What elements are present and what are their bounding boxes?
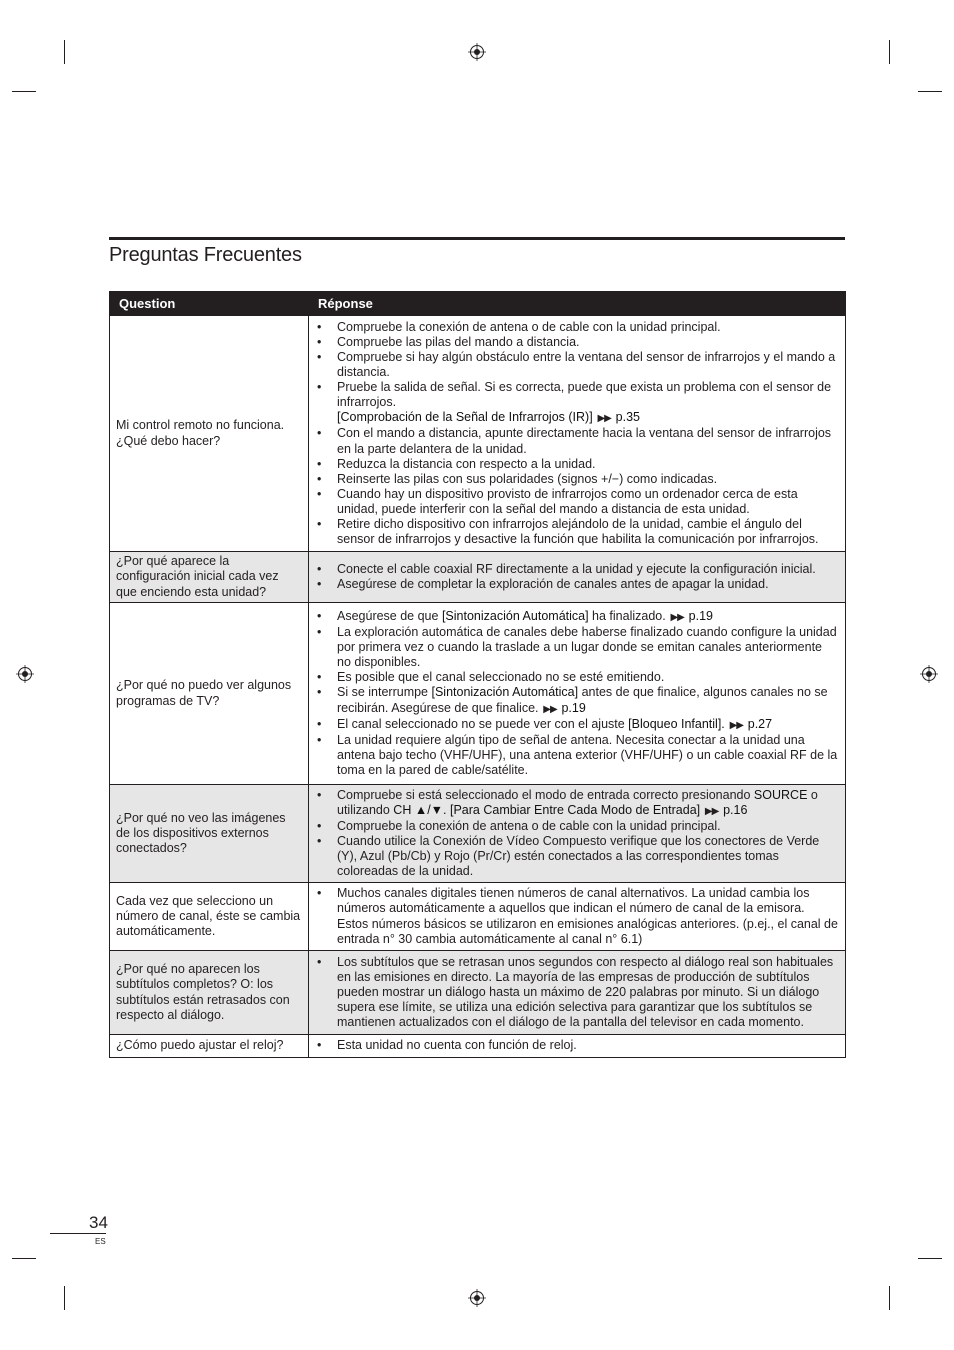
page-arrow-icon: ▶▶ [597,413,611,425]
answer-text: Pruebe la salida de señal. Si es correcta, puede que exista un problema con el sensor de infrarrojos. [337,380,832,410]
answer-item [309,350,845,380]
reference-label: [Sintonización Automática] [441,608,589,623]
page-reference: p.35 [615,410,640,425]
answer-item [309,517,845,547]
answer-item [309,670,845,685]
table-row [110,552,846,603]
answer-text: Cuando hay un dispositivo provisto de infrarrojos como un ordenador cerca de esta unidad, puede interferir con la señal del mando a distancia de esta unidad. [337,486,798,516]
page-title: Preguntas Frecuentes [109,244,302,266]
table-header-row [110,292,846,316]
answer-list [309,562,845,592]
answer-cell [309,785,846,883]
page-arrow-icon: ▶▶ [670,611,684,623]
reference-label: [Sintonización Automática] [431,685,579,700]
answer-item [309,1038,845,1053]
page-reference: p.19 [561,700,586,715]
answer-text: Asegúrese de completar la exploración de canales antes de apagar la unidad. [337,577,769,591]
question-cell: ¿Por qué no aparecen los subtítulos completos? O: los subtítulos están retrasados con respecto al diálogo. [110,951,309,1035]
registration-mark-icon [920,665,938,683]
answer-text: Si se interrumpe [337,685,432,700]
answer-item [309,487,845,517]
page-reference: p.27 [747,716,773,731]
answer-item [309,320,845,335]
registration-mark-icon [16,665,34,683]
page-number: 34 [89,1213,108,1232]
answer-text: Retire dicho dispositivo con infrarrojos alejándolo de la unidad, cambie el ángulo del sensor de infrarrojos y desactive la función que habilita la comunicación por infrarrojos. [337,517,819,547]
table-row [110,785,846,883]
answer-text: La unidad requiere algún tipo de señal de antena. Necesita conectar a la unidad una antena bajo techo (VHF/UHF), una antena exterior (VHF/UHF) o un cable coaxial RF de la toma en la pared de cable/satélite. [337,732,838,777]
answer-text: Compruebe la conexión de antena o de cable con la unidad principal. [337,818,721,833]
answer-text: Asegúrese de que [337,608,442,623]
answer-text: La exploración automática de canales debe haberse finalizado cuando configure la unidad por primera vez o cuando la traslade a un lugar donde se emitan canales anteriormente no disponibles. [337,625,837,670]
answer-item [309,577,845,592]
page-number-rule [50,1233,106,1234]
answer-list [309,1038,845,1053]
answer-text: Reinserte las pilas con sus polaridades (signos +/−) como indicadas. [337,471,718,486]
column-header-answer: Réponse [309,292,846,316]
answer-list [309,609,845,778]
registration-mark-icon [468,43,486,61]
reference-label: CH ▲/▼. [Para Cambiar Entre Cada Modo de Entrada] [393,802,701,817]
answer-item [309,609,845,625]
answer-text: Compruebe las pilas del mando a distancia. [337,334,580,349]
page-arrow-icon: ▶▶ [729,719,743,731]
answer-item [309,457,845,472]
answer-item [309,717,845,733]
answer-text: Compruebe si hay algún obstáculo entre la ventana del sensor de infrarrojos y el mando a distancia. [337,349,836,380]
answer-list [309,320,845,547]
answer-cell [309,1035,846,1058]
answer-item [309,733,845,778]
table-row [110,316,846,552]
crop-mark [918,1258,942,1259]
answer-text: Cuando utilice la Conexión de Vídeo Compuesto verifique que los conectores de Verde (Y), Azul (Pb/Cb) y Rojo (Pr/Cr) estén conectados a las correspondientes tomas coloreadas de la unidad. [337,834,820,879]
table-row [110,951,846,1035]
page-reference: p.19 [688,608,714,623]
answer-item [309,955,845,1030]
faq-body [110,316,846,1058]
answer-text: Los subtítulos que se retrasan unos segundos con respecto al diálogo real son habituales en las emisiones en directo. La mayoría de las empresas de producción de subtítulos pueden mostrar un diálogo hasta un máximo de 220 palabras por minuto. Si un diálogo supera ese límite, se utiliza una edición selectiva para garantizar que los subtítulos se mantienen actualizados con el diálogo de la pantalla del televisor en cada momento. [337,954,834,1030]
crop-mark [12,91,36,92]
question-cell: ¿Por qué no puedo ver algunos programas de TV? [110,603,309,785]
answer-text: o utilizando [337,787,818,817]
answer-item [309,685,845,716]
crop-mark [12,1258,36,1259]
answer-item [309,410,845,426]
crop-mark [64,40,65,64]
answer-text: Esta unidad no cuenta con función de reloj. [337,1038,577,1053]
table-row [110,883,846,951]
answer-text: Con el mando a distancia, apunte directamente hacia la ventana del sensor de infrarrojos en la parte delantera de la unidad. [337,426,832,456]
answer-item [309,834,845,879]
faq-table [109,291,846,1058]
answer-text: Compruebe si está seleccionado el modo de entrada correcto presionando [337,787,754,802]
answer-text: Muchos canales digitales tienen números de canal alternativos. La unidad cambia los números automáticamente a aquellos que indican el número de canal de la emisora. Estos números básicos se utilizaron en emisiones analógicas anteriores. (p.ej., el canal de entrada n° 30 cambia automáticamente al canal n° 6.1) [337,886,838,946]
answer-item [309,819,845,834]
answer-list [309,788,845,880]
question-cell: Cada vez que selecciono un número de canal, éste se cambia automáticamente. [110,883,309,951]
answer-text: ha finalizado. [588,608,670,623]
answer-cell [309,316,846,552]
answer-text: Reduzca la distancia con respecto a la unidad. [337,456,596,471]
question-cell: Mi control remoto no funciona. ¿Qué debo hacer? [110,316,309,552]
reference-label: [Bloqueo Infantil]. [628,716,725,731]
page-arrow-icon: ▶▶ [704,805,719,817]
language-code: ES [95,1237,106,1246]
crop-mark [64,1286,65,1310]
answer-text: Es posible que el canal seleccionado no se esté emitiendo. [337,670,665,685]
answer-list [309,886,845,946]
question-cell: ¿Cómo puedo ajustar el reloj? [110,1035,309,1058]
answer-cell [309,951,846,1035]
answer-text: antes de que finalice, algunos canales no se recibirán. Asegúrese de que finalice. [337,685,828,715]
answer-item [309,562,845,577]
answer-item [309,426,845,456]
answer-item [309,335,845,350]
reference-label: [Comprobación de la Señal de Infrarrojos (IR)] [337,410,593,425]
answer-text: Compruebe la conexión de antena o de cable con la unidad principal. [337,319,721,334]
column-header-question: Question [110,292,309,316]
answer-item [309,472,845,487]
reference-label: SOURCE [753,787,808,802]
answer-text: El canal seleccionado no se puede ver con el ajuste [337,716,629,731]
answer-item [309,788,845,819]
page-reference: p.16 [723,802,748,817]
answer-item [309,380,845,410]
answer-cell [309,552,846,603]
crop-mark [889,1286,890,1310]
answer-item [309,625,845,670]
page-arrow-icon: ▶▶ [543,703,557,715]
registration-mark-icon [468,1289,486,1307]
question-cell: ¿Por qué aparece la configuración inicial cada vez que enciendo esta unidad? [110,552,309,603]
crop-mark [918,91,942,92]
title-rule [109,237,845,240]
answer-list [309,955,845,1030]
crop-mark [889,40,890,64]
table-row [110,603,846,785]
answer-cell [309,883,846,951]
question-cell: ¿Por qué no veo las imágenes de los dispositivos externos conectados? [110,785,309,883]
answer-item [309,886,845,946]
answer-text: Conecte el cable coaxial RF directamente a la unidad y ejecute la configuración inicial. [337,561,816,576]
table-row [110,1035,846,1058]
answer-cell [309,603,846,785]
